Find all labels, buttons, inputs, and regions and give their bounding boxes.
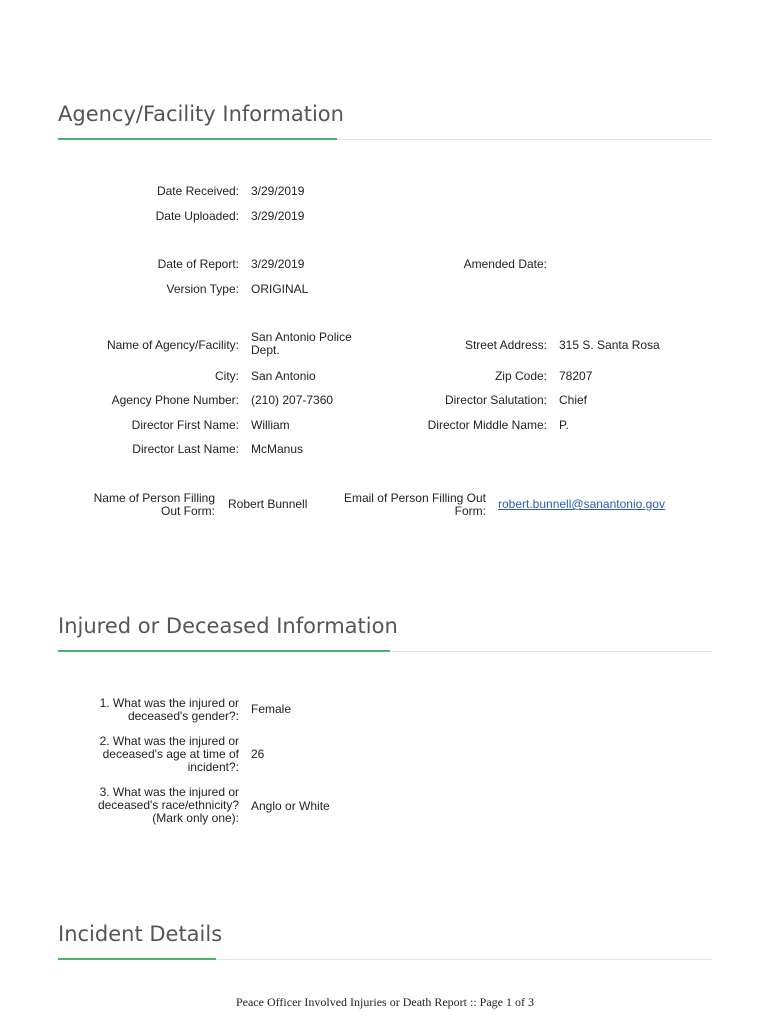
question-race-label bbox=[98, 786, 239, 825]
section-title-agency: Agency/Facility Information bbox=[58, 102, 344, 126]
date-received-label: Date Received: bbox=[156, 184, 239, 198]
question-age-label-line3: incident?: bbox=[187, 760, 239, 774]
date-received-value: 3/29/2019 bbox=[251, 184, 305, 198]
question-gender-value: Female bbox=[251, 702, 292, 716]
agency-name-value-line2: Dept. bbox=[251, 343, 280, 357]
section-accent-rule bbox=[58, 650, 390, 652]
question-age-label-line2: deceased's age at time of bbox=[102, 747, 239, 761]
section-accent-rule bbox=[58, 958, 216, 960]
director-last-name-value: McManus bbox=[251, 442, 304, 456]
agency-name-value-line1: San Antonio Police bbox=[251, 330, 352, 344]
director-middle-name-value: P. bbox=[559, 418, 569, 432]
section-accent-rule bbox=[58, 138, 337, 140]
filler-email-value[interactable] bbox=[498, 498, 665, 511]
date-of-report-label: Date of Report: bbox=[157, 257, 239, 271]
section-title-incident: Incident Details bbox=[58, 922, 223, 946]
zip-code-value: 78207 bbox=[559, 369, 593, 383]
filler-name-label-line2: Out Form: bbox=[160, 504, 215, 518]
filler-name-label-line1: Name of Person Filling bbox=[93, 491, 215, 505]
filler-email-label bbox=[344, 492, 486, 518]
filler-name-label bbox=[94, 492, 215, 518]
section-title-injured: Injured or Deceased Information bbox=[58, 614, 398, 638]
filler-email-label-line1: Email of Person Filling Out bbox=[343, 491, 486, 505]
street-address-label: Street Address: bbox=[464, 338, 547, 352]
director-first-name-label: Director First Name: bbox=[131, 418, 239, 432]
agency-name-value bbox=[251, 331, 352, 357]
question-race-label-line2: deceased's race/ethnicity? bbox=[97, 798, 239, 812]
question-age-label bbox=[100, 735, 239, 774]
director-first-name-value: William bbox=[251, 418, 290, 432]
filler-name-value: Robert Bunnell bbox=[228, 497, 308, 511]
date-uploaded-value: 3/29/2019 bbox=[251, 209, 305, 223]
director-salutation-label: Director Salutation: bbox=[444, 393, 547, 407]
amended-date-label: Amended Date: bbox=[463, 257, 547, 271]
version-type-label: Version Type: bbox=[166, 282, 239, 296]
question-race-value: Anglo or White bbox=[251, 799, 330, 813]
version-type-value: ORIGINAL bbox=[251, 282, 309, 296]
question-gender-label-line2: deceased's gender?: bbox=[127, 709, 239, 723]
question-age-label-line1: 2. What was the injured or bbox=[99, 734, 239, 748]
agency-phone-label: Agency Phone Number: bbox=[111, 393, 239, 407]
question-age-value: 26 bbox=[251, 747, 265, 761]
city-label: City: bbox=[215, 369, 239, 383]
page-footer: Peace Officer Involved Injuries or Death Report :: Page 1 of 3 bbox=[235, 995, 534, 1009]
street-address-value: 315 S. Santa Rosa bbox=[559, 338, 660, 352]
director-middle-name-label: Director Middle Name: bbox=[427, 418, 547, 432]
agency-phone-value: (210) 207-7360 bbox=[251, 393, 334, 407]
question-race-label-line3: (Mark only one): bbox=[152, 811, 239, 825]
date-uploaded-label: Date Uploaded: bbox=[155, 209, 239, 223]
city-value: San Antonio bbox=[251, 369, 316, 383]
question-race-label-line1: 3. What was the injured or bbox=[99, 785, 239, 799]
question-gender-label bbox=[100, 697, 239, 723]
filler-email-label-line2: Form: bbox=[454, 504, 486, 518]
zip-code-label: Zip Code: bbox=[494, 369, 547, 383]
question-gender-label-line1: 1. What was the injured or bbox=[99, 696, 239, 710]
director-last-name-label: Director Last Name: bbox=[132, 442, 239, 456]
director-salutation-value: Chief bbox=[559, 393, 588, 407]
date-of-report-value: 3/29/2019 bbox=[251, 257, 305, 271]
email-link[interactable]: robert.bunnell@sanantonio.gov bbox=[498, 497, 665, 511]
agency-name-label: Name of Agency/Facility: bbox=[106, 338, 239, 352]
